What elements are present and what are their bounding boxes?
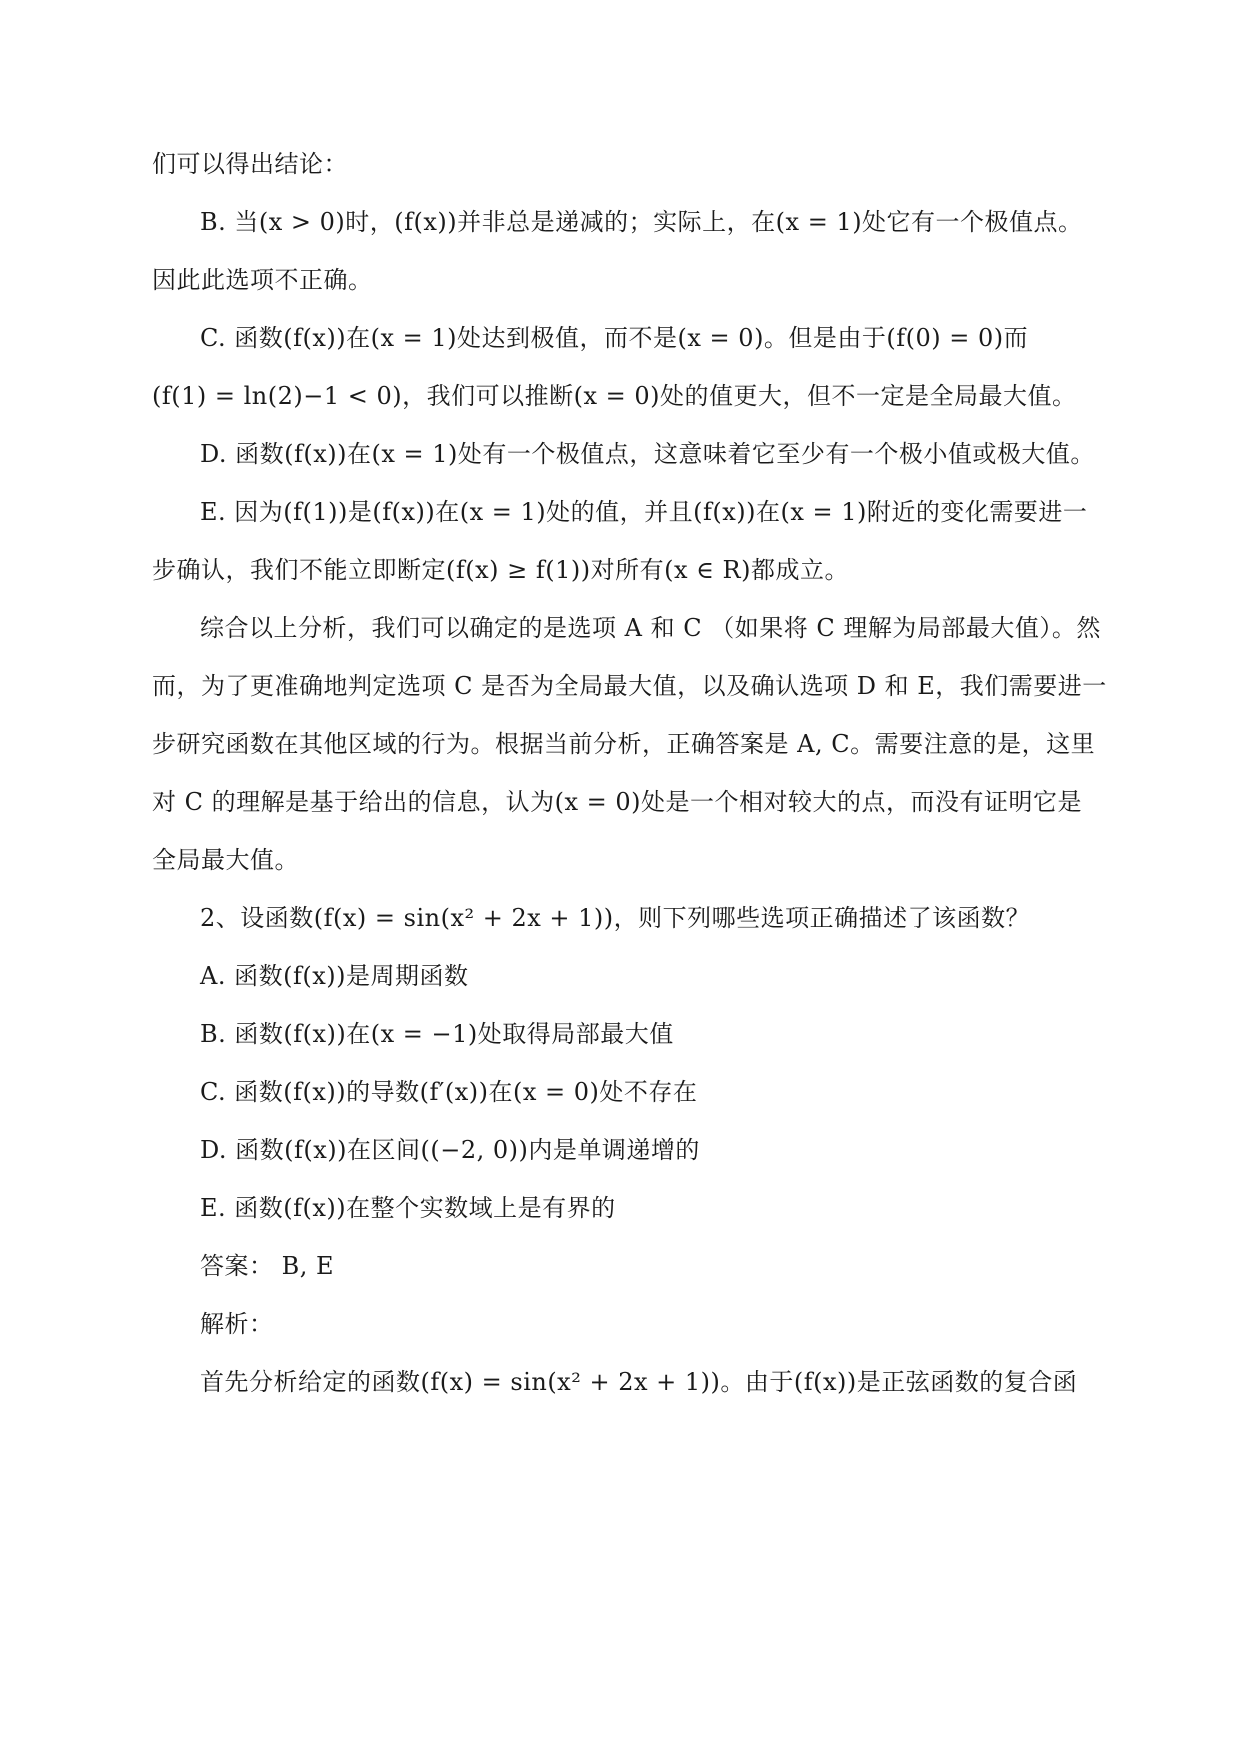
answer-line: 答案： B, E: [200, 1252, 335, 1280]
text-line: (f(1) = ln(2)−1 < 0)，我们可以推断(x = 0)处的值更大，但不一定是全局最大值。: [152, 382, 1077, 410]
analysis-label: 解析：: [200, 1310, 274, 1338]
text-line: 对 C 的理解是基于给出的信息，认为(x = 0)处是一个相对较大的点，而没有证明它是: [152, 788, 1083, 816]
text-line: D. 函数(f(x))在(x = 1)处有一个极值点，这意味着它至少有一个极小值或极大值。: [200, 440, 1095, 468]
text-line: C. 函数(f(x))在(x = 1)处达到极值，而不是(x = 0)。但是由于(f(0) = 0)而: [200, 324, 1029, 352]
option-b: B. 函数(f(x))在(x = −1)处取得局部最大值: [200, 1020, 674, 1048]
option-e: E. 函数(f(x))在整个实数域上是有界的: [200, 1194, 616, 1222]
text-line: B. 当(x > 0)时，(f(x))并非总是递减的；实际上，在(x = 1)处它有一个极值点。: [200, 208, 1083, 236]
text-line: 全局最大值。: [152, 846, 299, 874]
question-heading: 2、设函数(f(x) = sin(x² + 2x + 1))，则下列哪些选项正确描述了该函数？: [200, 904, 1031, 932]
text-line: 而，为了更准确地判定选项 C 是否为全局最大值，以及确认选项 D 和 E，我们需要进一: [152, 672, 1107, 700]
option-d: D. 函数(f(x))在区间((−2, 0))内是单调递增的: [200, 1136, 700, 1164]
text-line: 因此此选项不正确。: [152, 266, 373, 294]
text-line: 步确认，我们不能立即断定(f(x) ≥ f(1))对所有(x ∈ R)都成立。: [152, 556, 849, 584]
text-line: 们可以得出结论：: [152, 150, 348, 178]
text-line: 步研究函数在其他区域的行为。根据当前分析，正确答案是 A, C。需要注意的是，这里: [152, 730, 1096, 758]
text-line: E. 因为(f(1))是(f(x))在(x = 1)处的值，并且(f(x))在(x = 1)附近的变化需要进一: [200, 498, 1088, 526]
option-a: A. 函数(f(x))是周期函数: [200, 962, 469, 990]
option-c: C. 函数(f(x))的导数(f′(x))在(x = 0)处不存在: [200, 1078, 698, 1106]
text-line: 综合以上分析，我们可以确定的是选项 A 和 C （如果将 C 理解为局部最大值）。然: [200, 614, 1101, 642]
text-line: 首先分析给定的函数(f(x) = sin(x² + 2x + 1))。由于(f(x))是正弦函数的复合函: [200, 1368, 1078, 1396]
